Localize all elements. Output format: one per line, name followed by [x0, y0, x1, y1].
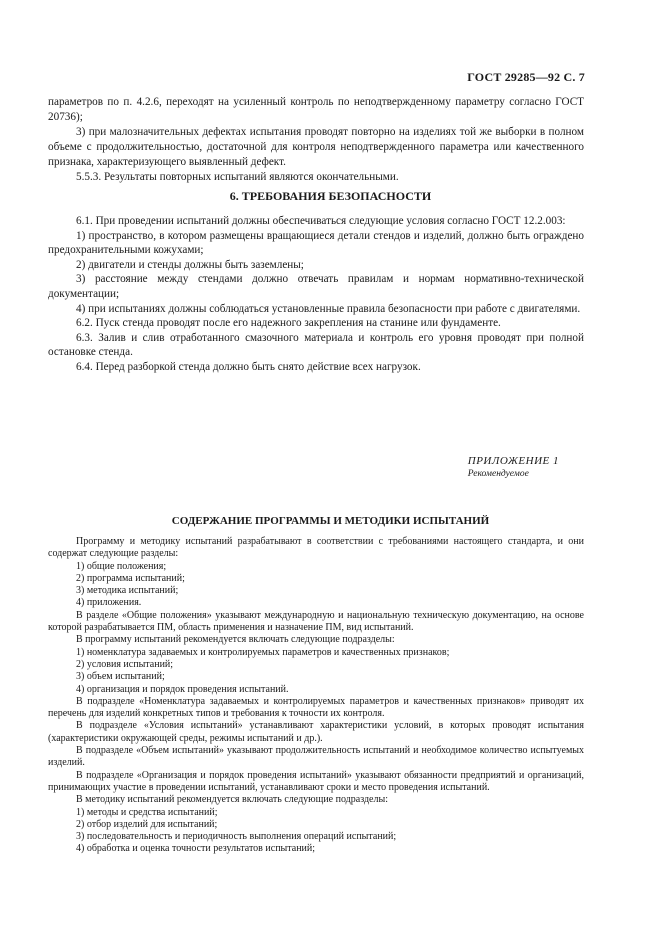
paragraph: 6.4. Перед разборкой стенда должно быть снято действие всех нагрузок. — [76, 360, 421, 373]
appendix-body — [48, 536, 584, 856]
list-item: 1) пространство, в котором размещены вращающиеся детали стендов и изделий, должно быть ограждено предохранительными кожухами; — [48, 229, 584, 257]
paragraph: 3) при малозначительных дефектах испытания проводят повторно на изделиях той же выборки в полном объеме с продолжительностью, достаточной для контроля неподтвержденного параметра или качественного признака, характеризующего выявленный дефект. — [48, 126, 584, 168]
list-item: 1) номенклатура задаваемых и контролируемых параметров и качественных признаков; — [76, 646, 450, 658]
paragraph: 6.2. Пуск стенда проводят после его надежного закрепления на станине или фундаменте. — [76, 317, 501, 330]
list-item: 3) методика испытаний; — [76, 585, 179, 597]
paragraph: В методику испытаний рекомендуется включать следующие подразделы: — [76, 794, 388, 806]
appendix-label — [468, 455, 559, 479]
list-item: 2) условия испытаний; — [76, 658, 174, 670]
paragraph: 5.5.3. Результаты повторных испытаний являются окончательными. — [76, 171, 399, 183]
section-title: 6. ТРЕБОВАНИЯ БЕЗОПАСНОСТИ — [229, 189, 432, 203]
paragraph: Программу и методику испытаний разрабатывают в соответствии с требованиями настоящего стандарта, и они содержат следующие разделы: — [48, 536, 584, 560]
list-item: 3) объем испытаний; — [76, 671, 165, 683]
list-item: 4) при испытаниях должны соблюдаться установленные правила безопасности при работе с двигателями. — [76, 302, 581, 315]
list-item: 3) последовательность и периодичность выполнения операций испытаний; — [76, 831, 397, 843]
paragraph: В разделе «Общие положения» указывают международную и национальную техническую документацию, на основе которой разрабатывается ПМ, область применения и назначение ПМ, вид испытаний. — [48, 609, 584, 634]
section-6-body — [48, 214, 584, 375]
appendix-subtitle: Рекомендуемое — [467, 469, 529, 479]
paragraph: параметров по п. 4.2.6, переходят на усиленный контроль по неподтвержденному параметру согласно ГОСТ 20736); — [48, 96, 584, 123]
paragraph: В подразделе «Объем испытаний» указывают продолжительность испытаний и необходимое количество испытуемых изделий. — [48, 745, 584, 769]
list-item: 3) расстояние между стендами должно отвечать правилам и нормам нормативно-технической документации; — [48, 273, 584, 300]
paragraph: В программу испытаний рекомендуется включать следующие подразделы: — [76, 634, 395, 646]
appendix-title: ПРИЛОЖЕНИЕ 1 — [467, 455, 559, 467]
list-item: 1) методы и средства испытаний; — [76, 806, 218, 818]
paragraph: В подразделе «Номенклатура задаваемых и контролируемых параметров и качественных признаков» приводят их перечень для изделий конкретных типов и требования к точности их контроля. — [48, 695, 584, 720]
paragraph: 6.1. При проведении испытаний должны обеспечиваться следующие условия согласно ГОСТ 12.2.003: — [76, 215, 566, 227]
page-header: ГОСТ 29285—92 С. 7 — [467, 70, 585, 84]
paragraph: 6.3. Залив и слив отработанного смазочного материала и контроль его уровня проводят при полной остановке стенда. — [48, 331, 584, 359]
list-item: 2) двигатели и стенды должны быть заземлены; — [76, 258, 304, 271]
paragraph: В подразделе «Организация и порядок проведения испытаний» указывают обязанности предприятий и организаций, принимающих участие в проведении испытаний, устанавливают сроки и место проведения испытаний. — [48, 769, 584, 793]
list-item: 4) приложения. — [76, 597, 142, 609]
list-item: 4) организация и порядок проведения испытаний. — [76, 683, 289, 695]
list-item: 1) общие положения; — [76, 560, 167, 572]
list-item: 2) отбор изделий для испытаний; — [76, 818, 218, 830]
appendix-heading: СОДЕРЖАНИЕ ПРОГРАММЫ И МЕТОДИКИ ИСПЫТАНИЙ — [171, 515, 490, 527]
list-item: 4) обработка и оценка точности результатов испытаний; — [76, 843, 316, 855]
paragraph: В подразделе «Условия испытаний» устанавливают характеристики условий, в которых проводят испытания (характеристики окружающей среды, режимы испытаний и др.). — [48, 720, 584, 744]
section-5-continuation — [48, 95, 584, 185]
list-item: 2) программа испытаний; — [76, 572, 185, 584]
